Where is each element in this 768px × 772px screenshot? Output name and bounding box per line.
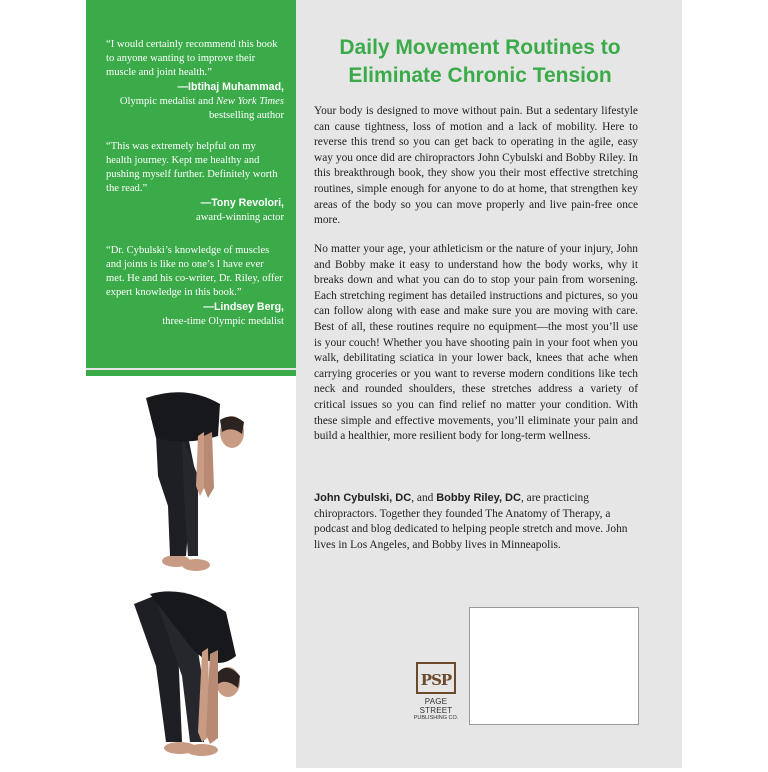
publisher-name-line1: PAGE STREET	[419, 697, 453, 715]
toe-touch-figure	[134, 591, 240, 756]
author-name-1: John Cybulski, DC	[314, 492, 412, 504]
endorsement-text: “Dr. Cybulski’s knowledge of muscles and joints is like no one’s I have ever met. He and his co-writer, Dr. Riley, offer expert knowledge in this book.”	[106, 245, 283, 298]
stretch-figures-illustration	[86, 376, 296, 768]
description-paragraph-1: Your body is designed to move without pain. But a sedentary lifestyle can cause tightness, loss of motion and a lack of mobility. Here to reverse this trend so you can get back to operating in the agile, easy way you once did are chiropractors John Cybulski and Bobby Riley. In this breakthrough book, they show you their most effective stretching routines, simple enough for anyone to do at home, that strengthen key areas of the body so you can move properly and live pain-free once more.	[314, 105, 638, 227]
endorser-credit-suffix: bestselling author	[208, 110, 284, 121]
endorsement-attribution	[106, 196, 284, 225]
bio-separator: , and	[411, 492, 437, 504]
publisher-name-line2: PUBLISHING CO.	[413, 715, 459, 721]
barcode-box	[469, 607, 639, 725]
endorser-name: —Ibtihaj Muhammad,	[177, 81, 284, 93]
cover-title: Daily Movement Routines to Eliminate Chronic Tension	[339, 36, 621, 87]
publisher-mark: PSP	[416, 662, 456, 694]
endorser-name: —Lindsey Berg,	[203, 301, 284, 313]
endorser-credit-italic: New York Times	[216, 96, 284, 107]
endorsement-attribution	[106, 80, 284, 123]
endorser-credit-prefix: Olympic medalist and	[119, 96, 217, 107]
author-name-2: Bobby Riley, DC	[436, 492, 521, 504]
bio-text: , are practicing chiropractors. Together they founded The Anatomy of Therapy, a podcast and blog dedicated to helping people stretch and move. John lives in Los Angeles, and Bobby lives in Minneapolis.	[314, 492, 628, 551]
endorsement-attribution	[106, 300, 284, 329]
endorser-credit: award-winning actor	[196, 212, 284, 223]
endorsement-3	[106, 244, 284, 329]
endorsement-text: “This was extremely helpful on my health journey. Kept me healthy and pushing myself further. Definitely worth the read.”	[106, 141, 278, 194]
stretch-photo-panel	[86, 376, 296, 768]
author-bio	[314, 491, 638, 553]
publisher-logo	[408, 662, 464, 722]
endorsement-2	[106, 140, 284, 225]
forward-bend-figure	[146, 392, 244, 571]
endorser-credit: three-time Olympic medalist	[162, 316, 284, 327]
endorser-name: —Tony Revolori,	[200, 197, 284, 209]
endorsement-1	[106, 38, 284, 123]
endorsement-text: “I would certainly recommend this book to anyone wanting to improve their muscle and joint health.”	[106, 39, 278, 78]
description-paragraph-2: No matter your age, your athleticism or the nature of your injury, John and Bobby make it easy to understand how the body works, why it breaks down and what you can do to stop your pain from worsening. Each stretching regiment has detailed instructions and pictures, so you can follow along with ease and make sure you are moving with care. Best of all, these routines require no equipment—the most you’ll use is your couch! Whether you have shooting pain in your foot when you walk, debilitating sciatica in your lower back, knees that ache when carrying groceries or you want to reverse modern conditions like tech neck and rounded shoulders, these stretches address a variety of critical issues so you can find relief no matter your condition. With these simple and effective movements, you’ll eliminate your pain and build a healthier, more resilient body for long-term wellness.	[314, 243, 638, 443]
